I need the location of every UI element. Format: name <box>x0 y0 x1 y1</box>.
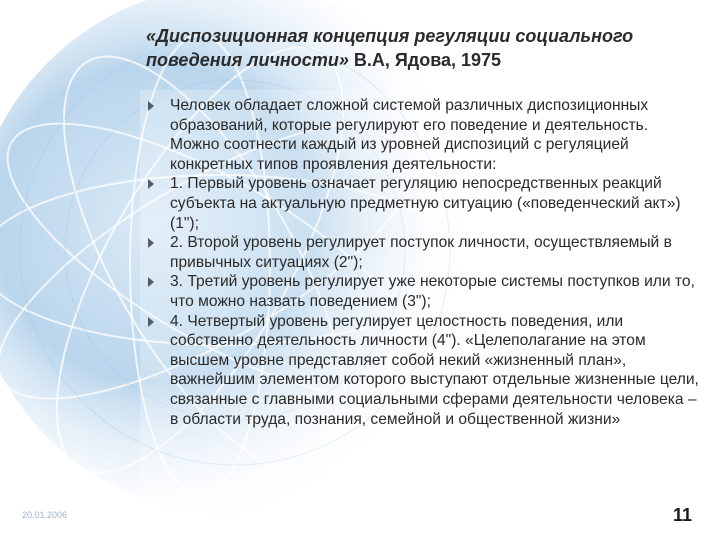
title-concept: «Диспозиционная концепция регуляции социального поведения личности» <box>146 26 634 70</box>
bullet-text: 4. Четвертый уровень регулирует целостность поведения, или собственно деятельность личности (4"). «Целеполагание на этом высшем уровне представляет собой некий «жизненный план», важнейшим элементом которого выступают отдельные жизненные цели, связанные с главными социальными сферами деятельности человека – в области труда, познания, семейной и общественной жизни» <box>170 312 699 428</box>
triangle-bullet-icon <box>148 179 154 189</box>
bullet-item <box>144 272 700 311</box>
title-author: В.А, Ядова, 1975 <box>348 50 502 70</box>
triangle-bullet-icon <box>148 238 154 248</box>
bullet-list <box>144 96 700 429</box>
page-number: 11 <box>673 505 693 525</box>
bullet-text: Человек обладает сложной системой различных диспозиционных образований, которые регулируют его поведение и деятельность. Можно соотнести каждый из уровней диспозиций с регуляцией конкретных типов проявления деятельности: <box>170 97 649 173</box>
bullet-item <box>144 174 700 233</box>
bullet-text: 1. Первый уровень означает регуляцию непосредственных реакций субъекта на актуальную предметную ситуацию («поведенческий акт») (1"); <box>170 175 681 232</box>
bullet-item <box>144 312 700 430</box>
triangle-bullet-icon <box>148 317 154 327</box>
bullet-text: 3. Третий уровень регулирует уже некоторые системы поступков или то, что можно назвать поведением (3"); <box>170 273 695 310</box>
footer-date: 20.01.2006 <box>22 510 68 520</box>
slide-title <box>146 24 706 72</box>
triangle-bullet-icon <box>148 101 154 111</box>
bullet-text: 2. Второй уровень регулирует поступок личности, осуществляемый в привычных ситуациях (2"); <box>170 234 672 271</box>
bullet-item <box>144 233 700 272</box>
bullet-item <box>144 96 700 174</box>
triangle-bullet-icon <box>148 277 154 287</box>
